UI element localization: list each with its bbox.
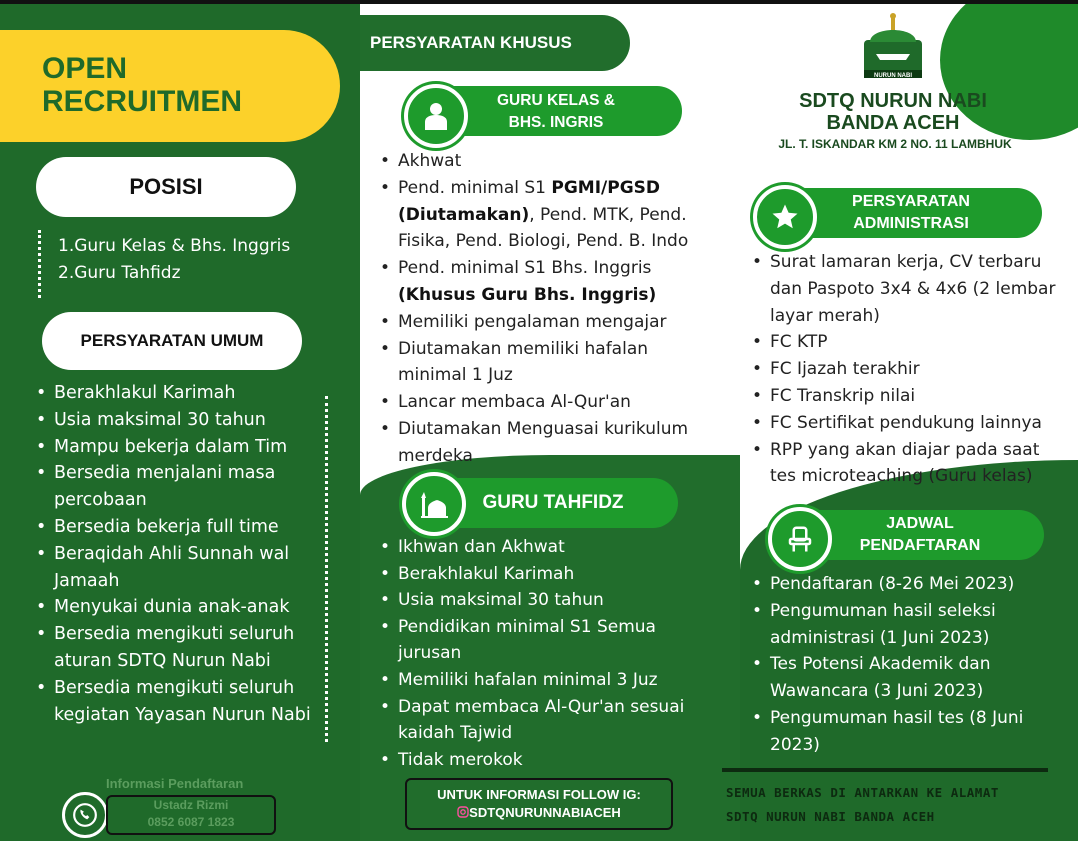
guru-tahfidz-list [378,534,718,773]
heading-line: JADWAL [886,515,954,532]
posisi-list [58,233,290,287]
star-icon [753,185,817,249]
list-item: • FC Sertifikat pendukung lainnya [750,410,1068,437]
footer-divider [722,768,1048,772]
person-icon [421,100,451,132]
list-item [378,255,718,309]
list-item: • Tes Potensi Akademik dan Wawancara (3 Juni 2023) [750,651,1068,705]
phone-icon [72,802,98,828]
list-item-text: , Pend. MTK, Pend. Fisika, Pend. Biologi, Pend. B. Indo [398,204,689,252]
list-item: • Bersedia menjalani masa percobaan [34,460,324,514]
list-item-emphasis: PGMI/PGSD (Diutamakan) [398,177,661,225]
list-item: • Usia maksimal 30 tahun [378,587,718,614]
logo-caption: NURUN NABI [874,73,912,79]
school-logo [856,12,930,84]
list-item: • Tidak merokok [378,747,718,774]
posisi-item: 1.Guru Kelas & Bhs. Inggris [58,236,291,256]
list-item: • Usia maksimal 30 tahun [34,407,324,434]
contact-phone[interactable]: 0852 6087 1823 [147,815,235,829]
school-name [760,90,1026,134]
list-item: • FC KTP [750,329,1068,356]
list-item: • Bersedia mengikuti seluruh aturan SDTQ Nurun Nabi [34,621,324,675]
contact-name: Ustadz Rizmi [153,798,229,812]
administrasi-heading [780,188,1042,238]
jadwal-list [750,571,1068,759]
list-item: • Lancar membaca Al-Qur'an [378,389,718,416]
dotted-divider [325,396,328,742]
contact-box [106,795,276,835]
seat-icon [785,524,815,554]
list-item: • Menyukai dunia anak-anak [34,594,324,621]
list-item: • FC Ijazah terakhir [750,356,1068,383]
school-name-line: BANDA ACEH [826,112,960,134]
whatsapp-icon[interactable] [62,792,108,838]
list-item: • Pendaftaran (8-26 Mei 2023) [750,571,1068,598]
guru-tahfidz-heading: GURU TAHFIDZ [428,478,678,528]
list-item [378,175,718,255]
list-item-text: Pend. minimal S1 [398,177,552,198]
list-item: • RPP yang akan diajar pada saat tes microteaching (Guru kelas) [750,437,1068,491]
list-item: • Akhwat [378,148,718,175]
list-item: • Mampu bekerja dalam Tim [34,434,324,461]
list-item: • Pengumuman hasil seleksi administrasi (1 Juni 2023) [750,598,1068,652]
list-item: • Memiliki pengalaman mengajar [378,309,718,336]
list-item: • Pendidikan minimal S1 Semua jurusan [378,614,718,667]
star-svg-icon [770,202,800,232]
title-line-2: RECRUITMEN [42,85,242,118]
footer-line: SEMUA BERKAS DI ANTARKAN KE ALAMAT [726,785,999,800]
list-item: • Beraqidah Ahli Sunnah wal Jamaah [34,541,324,595]
list-item: • Diutamakan memiliki hafalan minimal 1 Juz [378,336,718,390]
heading-line: PENDAFTARAN [859,537,981,554]
heading-line: ADMINISTRASI [853,215,969,232]
list-item: • Bersedia bekerja full time [34,514,324,541]
list-item: • Dapat membaca Al-Qur'an sesuai kaidah Tajwid [378,694,718,747]
list-item: • Berakhlakul Karimah [378,561,718,588]
persyaratan-umum-heading: PERSYARATAN UMUM [42,312,302,370]
footer-line: SDTQ NURUN NABI BANDA ACEH [726,809,935,824]
footer-note [726,781,1076,829]
list-item: • Ikhwan dan Akhwat [378,534,718,561]
teacher-icon [404,84,468,148]
list-item: • FC Transkrip nilai [750,383,1068,410]
jadwal-heading [796,510,1044,560]
list-item-text: Pend. minimal S1 Bhs. Inggris [398,258,652,279]
mosque-svg-icon [418,488,450,520]
posisi-item: 2.Guru Tahfidz [58,263,181,283]
dotted-divider [38,230,41,298]
instagram-follow-box [405,778,673,830]
heading-line: BHS. INGRIS [508,114,604,131]
guru-kelas-heading [430,86,682,136]
list-item: • Pengumuman hasil tes (8 Juni 2023) [750,705,1068,759]
instagram-handle[interactable] [407,804,671,822]
title-line-1: OPEN [42,52,128,85]
informasi-title: Informasi Pendaftaran [106,776,244,791]
administrasi-list [750,249,1068,490]
school-address: JL. T. ISKANDAR KM 2 NO. 11 LAMBHUK [778,137,1012,151]
follow-label: UNTUK INFORMASI FOLLOW IG: [437,787,641,802]
mosque-icon [402,472,466,536]
top-border [0,0,1078,4]
guru-kelas-list [378,148,718,470]
persyaratan-umum-list [34,380,324,728]
instagram-handle-text: SDTQNURUNNABIACEH [469,805,621,820]
persyaratan-khusus-heading: PERSYARATAN KHUSUS [360,15,630,71]
page-title [42,52,242,118]
list-item: • Bersedia mengikuti seluruh kegiatan Yayasan Nurun Nabi [34,675,324,729]
posisi-heading: POSISI [36,157,296,217]
chair-icon [768,507,832,571]
list-item: • Berakhlakul Karimah [34,380,324,407]
heading-line: GURU KELAS & [497,92,615,109]
list-item: • Memiliki hafalan minimal 3 Juz [378,667,718,694]
heading-line: PERSYARATAN [852,193,970,210]
list-item: • Surat lamaran kerja, CV terbaru dan Paspoto 3x4 & 4x6 (2 lembar layar merah) [750,249,1068,329]
list-item: • Diutamakan Menguasai kurikulum merdeka [378,416,718,470]
list-item-emphasis: (Khusus Guru Bhs. Inggris) [398,284,657,305]
instagram-icon [457,806,469,818]
school-name-line: SDTQ NURUN NABI [799,90,987,112]
